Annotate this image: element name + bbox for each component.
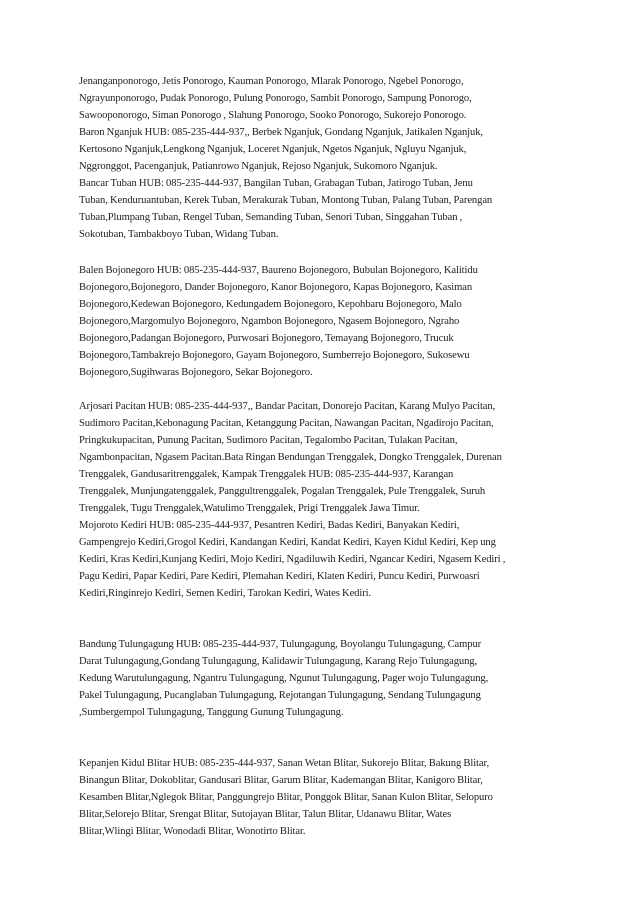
paragraph-ponorogo-nganjuk-tuban: Jenanganponorogo, Jetis Ponorogo, Kauman Ponorogo, Mlarak Ponorogo, Ngebel Ponorogo, Ngrayunponorogo, Pudak Ponorogo, Pulung Ponorogo, Sambit Ponorogo, Sampung Ponorogo, Sawooponorogo, Siman Ponorogo , Slahung Ponorogo, Sooko Ponorogo, Sukorejo Ponorogo. Baron Nganjuk HUB: 085-235-444-937,, Berbek Nganjuk, Gondang Nganjuk, Jatikalen Nganjuk, Kertosono Nganjuk,Lengkong Nganjuk, Loceret Nganjuk, Ngetos Nganjuk, Ngluyu Nganjuk, Nggronggot, Pacenganjuk, Patianrowo Nganjuk, Rejoso Nganjuk, Sukomoro Nganjuk. Bancar Tuban HUB: 085-235-444-937, Bangilan Tuban, Grabagan Tuban, Jatirogo Tuban, Jenu Tuban, Kenduruantuban, Kerek Tuban, Merakurak Tuban, Montong Tuban, Palang Tuban, Parengan Tuban,Plumpang Tuban, Rengel Tuban, Semanding Tuban, Senori Tuban, Singgahan Tuban , Sokotuban, Tambakboyo Tuban, Widang Tuban. xyxy=(79,76,493,240)
paragraph-bojonegoro: Balen Bojonegoro HUB: 085-235-444-937, Baureno Bojonegoro, Bubulan Bojonegoro, Kalitidu Bojonegoro,Bojonegoro, Dander Bojonegoro, Kanor Bojonegoro, Kapas Bojonegoro, Kasiman Bojonegoro,Kedewan Bojonegoro, Kedungadem Bojonegoro, Kepohbaru Bojonegoro, Malo Bojonegoro,Margomulyo Bojonegoro, Ngambon Bojonegoro, Ngasem Bojonegoro, Ngraho Bojonegoro,Padangan Bojonegoro, Purwosari Bojonegoro, Temayang Bojonegoro, Trucuk Bojonegoro,Tambakrejo Bojonegoro, Gayam Bojonegoro, Sumberrejo Bojonegoro, Sukosewu Bojonegoro,Sugihwaras Bojonegoro, Sekar Bojonegoro. xyxy=(79,265,478,378)
paragraph-pacitan-trenggalek: Arjosari Pacitan HUB: 085-235-444-937,, Bandar Pacitan, Donorejo Pacitan, Karang Mulyo Pacitan, Sudimoro Pacitan,Kebonagung Pacitan, Ketanggung Pacitan, Nawangan Pacitan, Ngadirojo Pacitan, Pringkukupacitan, Punung Pacitan, Sudimoro Pacitan, Tegalombo Pacitan, Tulakan Pacitan, Ngambonpacitan, Ngasem Pacitan.Bata Ringan Bendungan Trenggalek, Dongko Trenggalek, Durenan Trenggalek, Gandusaritrenggalek, Kampak Trenggalek HUB: 085-235-444-937, Karangan Trenggalek, Munjungatenggalek, Panggultrenggalek, Pogalan Trenggalek, Pule Trenggalek, Suruh Trenggalek, Tugu Trenggalek,Watulimo Trenggalek, Prigi Trenggalek Jawa Timur. xyxy=(79,401,502,514)
paragraph-tulungagung: Bandung Tulungagung HUB: 085-235-444-937, Tulungagung, Boyolangu Tulungagung, Campur Darat Tulungagung,Gondang Tulungagung, Kalidawir Tulungagung, Karang Rejo Tulungagung, Kedung Warutulungagung, Ngantru Tulungagung, Ngunut Tulungagung, Pager wojo Tulungagung, Pakel Tulungagung, Pucanglaban Tulungagung, Rejotangan Tulungagung, Sendang Tulungagung ,Sumbergempol Tulungagung, Tanggung Gunung Tulungagung. xyxy=(79,639,489,718)
paragraph-kediri: Mojoroto Kediri HUB: 085-235-444-937, Pesantren Kediri, Badas Kediri, Banyakan Kediri, Gampengrejo Kediri,Grogol Kediri, Kandangan Kediri, Kandat Kediri, Kayen Kidul Kediri, Kep ung Kediri, Kras Kediri,Kunjang Kediri, Mojo Kediri, Ngadiluwih Kediri, Ngancar Kediri, Ngasem Kediri , Pagu Kediri, Papar Kediri, Pare Kediri, Plemahan Kediri, Klaten Kediri, Puncu Kediri, Purwoasri Kediri,Ringinrejo Kediri, Semen Kediri, Tarokan Kediri, Wates Kediri. xyxy=(79,520,506,599)
paragraph-blitar: Kepanjen Kidul Blitar HUB: 085-235-444-937, Sanan Wetan Blitar, Sukorejo Blitar, Bakung Blitar, Binangun Blitar, Dokoblitar, Gandusari Blitar, Garum Blitar, Kademangan Blitar, Kanigoro Blitar, Kesamben Blitar,Nglegok Blitar, Panggungrejo Blitar, Ponggok Blitar, Sanan Kulon Blitar, Selopuro Blitar,Selorejo Blitar, Srengat Blitar, Sutojayan Blitar, Talun Blitar, Udanawu Blitar, Wates Blitar,Wlingi Blitar, Wonodadi Blitar, Wonotirto Blitar. xyxy=(79,758,493,837)
